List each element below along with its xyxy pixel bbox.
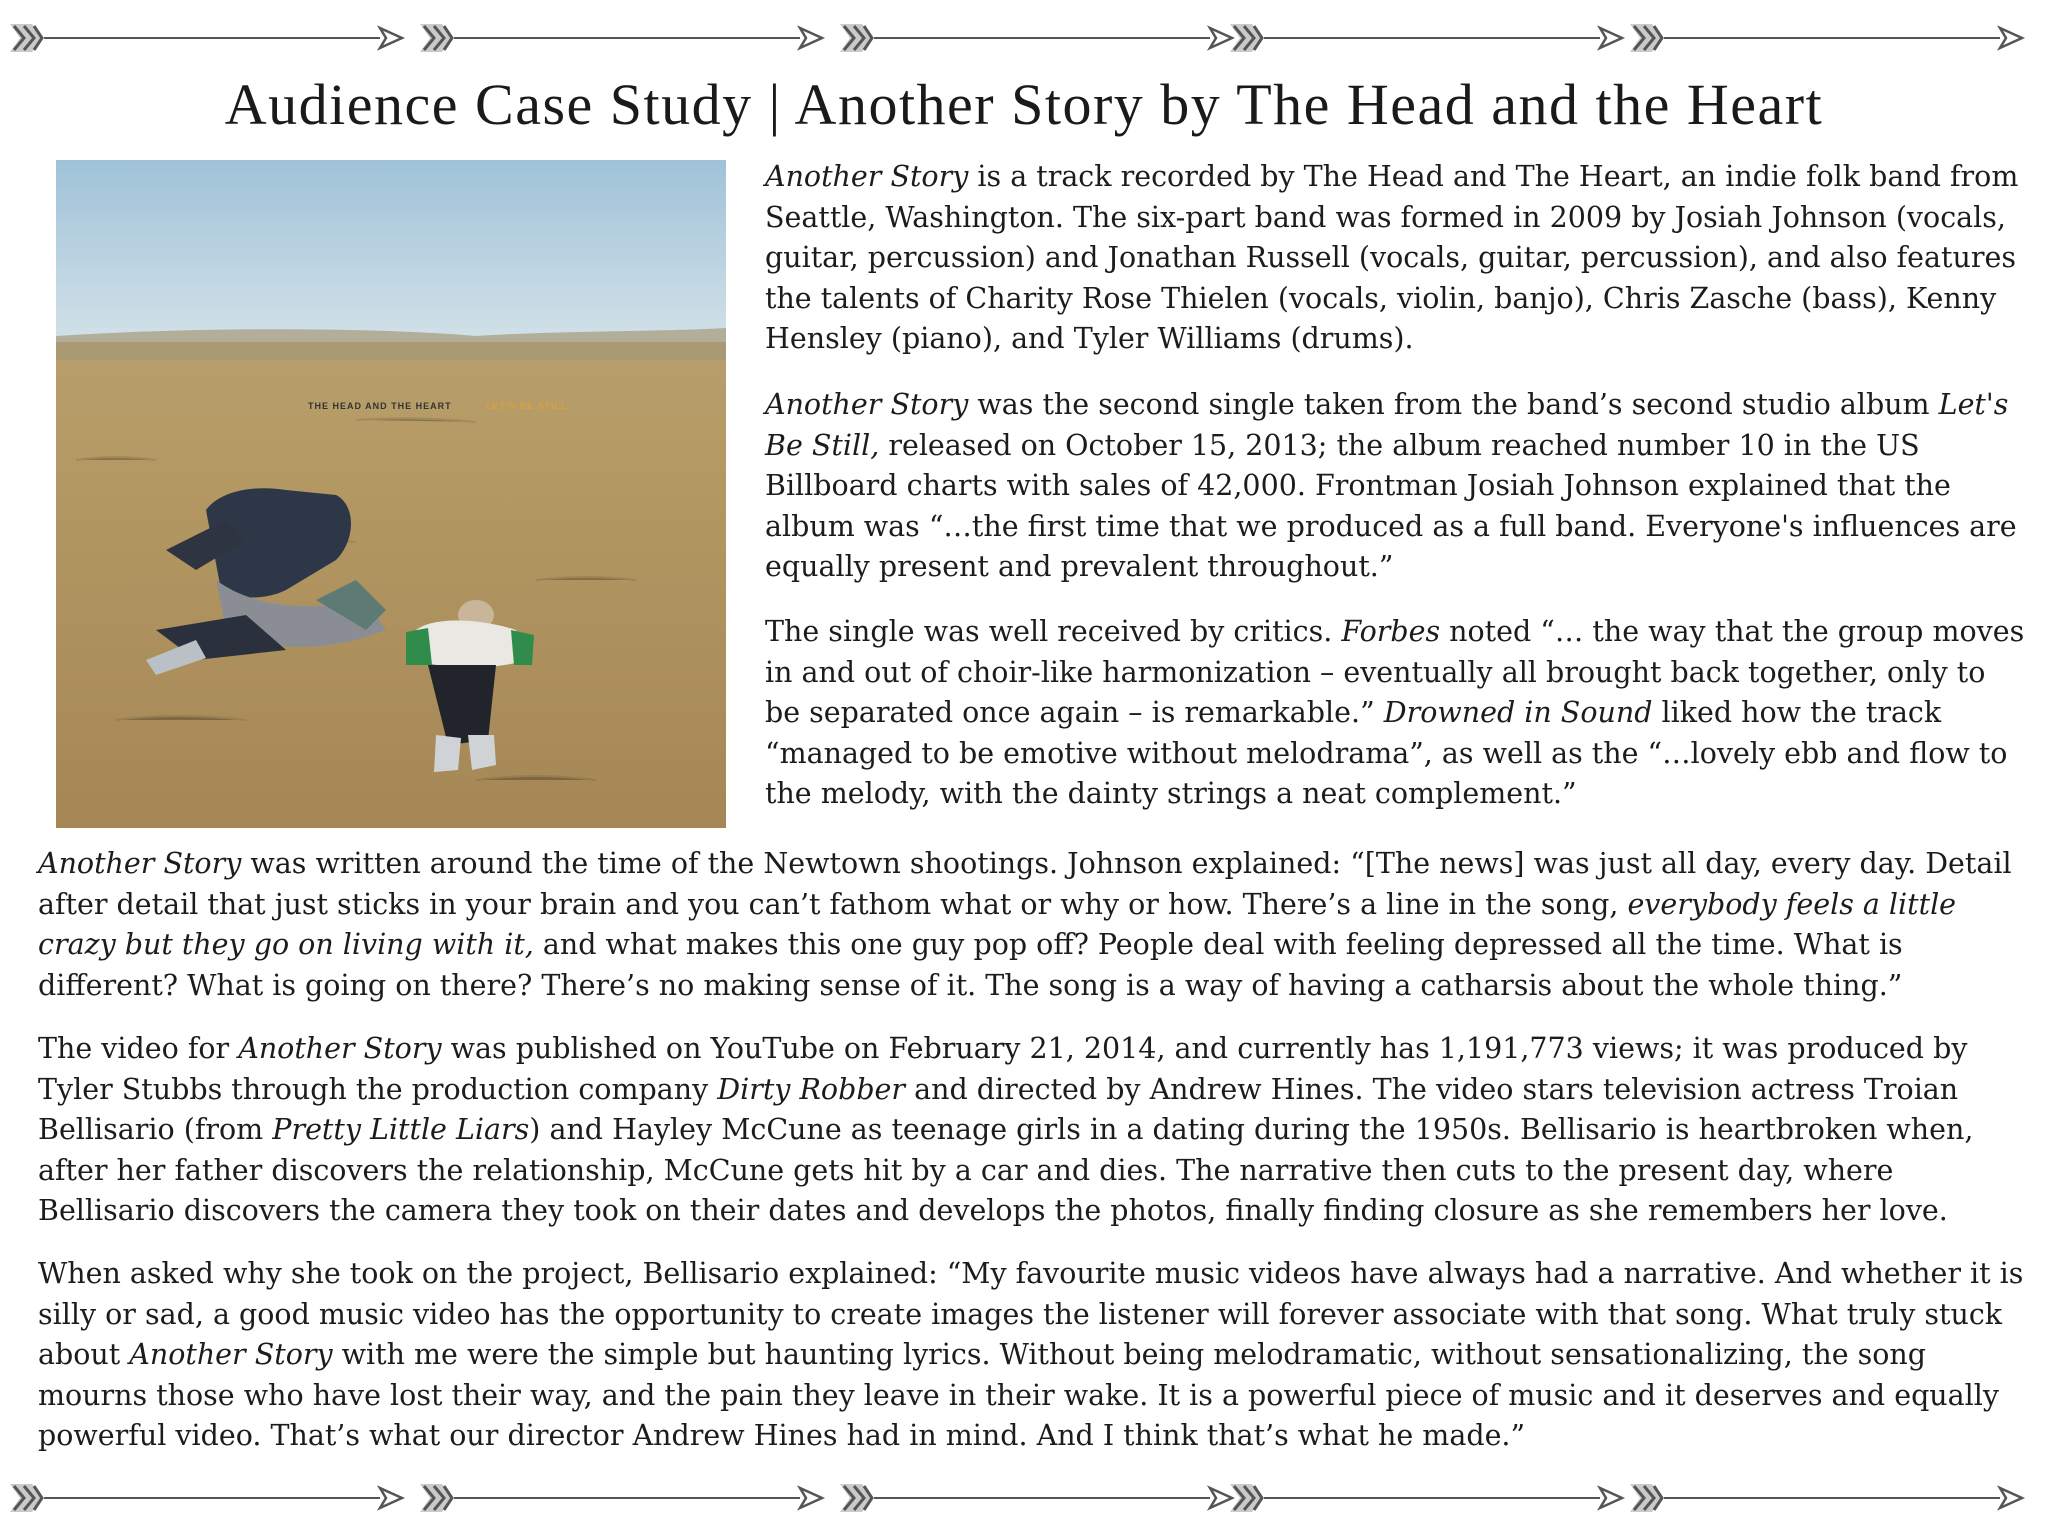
album-cover-image: [56, 160, 726, 828]
paragraph-text: released on October 15, 2013; the album reached number 10 in the US Billboard charts with sales of 42,000. Frontman Josiah Johnson explained that the album was “…the first time that we produced as a full band. Everyone's influences are equally present and prevalent throughout.”: [765, 428, 2017, 583]
arrow-icon: [1630, 1484, 2022, 1512]
paragraph-text: is a track recorded by The Head and The Heart, an indie folk band from Seattle, Washington. The six-part band was formed in 2009 by Josiah Johnson (vocals, guitar, percussion) and Jonathan Russell (vocals, guitar, percussion), and also features the talents of Charity Rose Thielen (vocals, violin, banjo), Chris Zasche (bass), Kenny Hensley (piano), and Tyler Williams (drums).: [765, 160, 2019, 355]
arrow-icon: [840, 24, 1232, 52]
paragraph-text: liked how the track “managed to be emotive without melodrama”, as well as the “…lovely ebb and flow to the melody, with the dainty strings a neat complement.”: [765, 696, 2008, 810]
paragraph-text: noted “… the way that the group moves in and out of choir-like harmonization – eventually all brought back together, only to be separated once again – is remarkable.”: [765, 615, 2025, 729]
album-title-text: LET'S BE STILL: [486, 401, 568, 411]
paragraph-text: with me were the simple but haunting lyrics. Without being melodramatic, without sensationalizing, the song mourns those who have lost their way, and the pain they leave in their wake. It is a powerful piece of music and it deserves and equally powerful video. That’s what our director Andrew Hines had in mind. And I think that’s what he made.”: [38, 1338, 1999, 1452]
arrow-icon: [420, 1484, 822, 1512]
paragraph-text: The single was well received by critics.: [765, 615, 1342, 648]
italic-song-title: Another Story: [129, 1338, 333, 1371]
arrow-icon: [1230, 1484, 1622, 1512]
italic-song-title: Another Story: [38, 847, 242, 880]
paragraph-text: was published on YouTube on February 21, 2014, and currently has 1,191,773 views; it was produced by Tyler Stubbs through the production company: [38, 1032, 1968, 1106]
italic-song-title: Another Story: [765, 388, 969, 421]
italic-song-title: Another Story: [238, 1032, 442, 1065]
italic-publication: Forbes: [1341, 615, 1441, 648]
paragraph-video-info: [38, 1029, 2028, 1232]
page-title: Audience Case Study | Another Story by The Head and the Heart: [224, 72, 1824, 137]
paragraph-text: and what makes this one guy pop off? People deal with feeling depressed all the time. What is different? What is going on there? There’s no making sense of it. The song is a way of having a catharsis about the whole thing.”: [38, 928, 1903, 1002]
italic-company: Dirty Robber: [717, 1072, 906, 1106]
arrow-border-bottom: [0, 1476, 2048, 1520]
paragraph-text: The video for: [38, 1032, 239, 1065]
arrow-border-top: [0, 16, 2048, 60]
italic-publication: Drowned in Sound: [1383, 696, 1653, 729]
arrow-icon: [10, 24, 402, 52]
arrow-icon: [10, 1484, 402, 1512]
arrow-icon: [840, 1484, 1232, 1512]
paragraph-text: ) and Hayley McCune as teenage girls in a dating during the 1950s. Bellisario is heartbroken when, after her father discovers the relationship, McCune gets hit by a car and dies. The narrative then cuts to the present day, where Bellisario discovers the camera they took on their dates and develops the photos, finally finding closure as she remembers her love.: [38, 1113, 1974, 1227]
arrow-icon: [1630, 24, 2022, 52]
italic-album-title: Let's Be Still,: [765, 388, 2009, 462]
paragraph-text: When asked why she took on the project, Bellisario explained: “My favourite music videos have always had a narrative. And whether it is silly or sad, a good music video has the opportunity to create images the listener will forever associate with that song. What truly stuck about: [38, 1257, 2024, 1371]
italic-song-title: Another Story: [765, 160, 969, 193]
arrow-icon: [420, 24, 822, 52]
paragraph-album-info: [765, 385, 2025, 588]
paragraph-bellisario-quote: [38, 1254, 2028, 1457]
paragraph-critics: [765, 612, 2025, 815]
paragraph-band-intro: [765, 157, 2025, 360]
paragraph-text: was the second single taken from the band’s second studio album: [968, 388, 1939, 421]
paragraph-song-origin: [38, 844, 2028, 1006]
arrow-icon: [1230, 24, 1622, 52]
album-band-text: THE HEAD AND THE HEART: [308, 401, 452, 411]
italic-show-title: Pretty Little Liars: [272, 1113, 530, 1146]
paragraph-text: and directed by Andrew Hines. The video stars television actress Troian Bellisario (from: [38, 1072, 1959, 1146]
paragraph-text: was written around the time of the Newtown shootings. Johnson explained: “[The news] was just all day, every day. Detail after detail that just sticks in your brain and you can’t fathom what or why or how. There’s a line in the song,: [38, 847, 2012, 921]
italic-lyric: everybody feels a little crazy but they go on living with it,: [38, 887, 1957, 961]
